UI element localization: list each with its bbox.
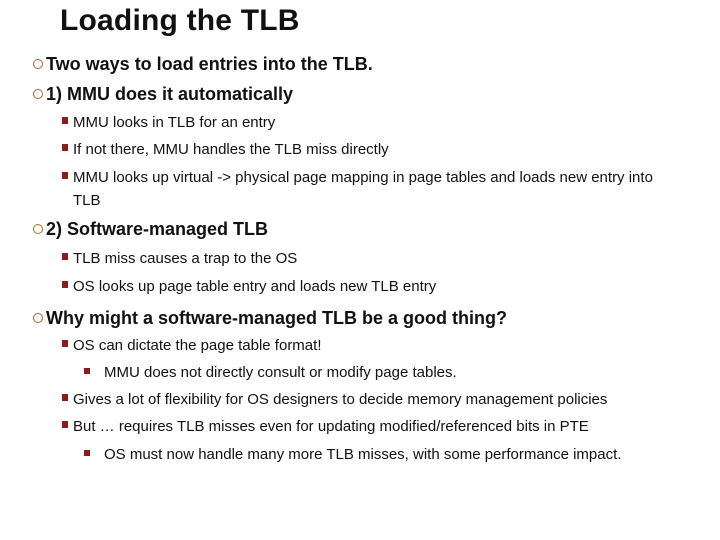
bullet-text: OS looks up page table entry and loads new TLB entry (73, 278, 437, 295)
bullet-text: Two ways to load entries into the TLB. (46, 54, 373, 74)
square-bullet-icon (62, 394, 68, 401)
bullet-level2 (62, 114, 275, 131)
square-bullet-icon (62, 117, 68, 124)
circle-bullet-icon (33, 313, 43, 323)
bullet-text: MMU looks up virtual -> physical page mapping in page tables and loads new entry into TLB (73, 169, 653, 209)
bullet-text: MMU does not directly consult or modify page tables. (104, 364, 457, 381)
bullet-level2 (62, 250, 297, 267)
square-bullet-icon (62, 281, 68, 288)
circle-bullet-icon (33, 89, 43, 99)
bullet-text: Why might a software-managed TLB be a good thing? (46, 308, 508, 328)
bullet-level2 (62, 418, 589, 435)
bullet-level2 (62, 278, 436, 295)
square-bullet-icon (84, 450, 90, 456)
square-bullet-icon (62, 340, 68, 347)
slide-title: Loading the TLB (60, 4, 300, 37)
bullet-text: OS must now handle many more TLB misses, with some performance impact. (104, 446, 622, 463)
bullet-text: 1) MMU does it automatically (46, 84, 294, 104)
circle-bullet-icon (33, 59, 43, 69)
bullet-level1 (33, 54, 373, 75)
square-bullet-icon (84, 368, 90, 374)
bullet-level2 (62, 141, 389, 158)
bullet-level1 (33, 308, 507, 329)
bullet-level3 (84, 446, 621, 463)
square-bullet-icon (62, 421, 68, 428)
bullet-text: Gives a lot of flexibility for OS designers to decide memory management policies (73, 391, 608, 408)
bullet-text: But … requires TLB misses even for updating modified/referenced bits in PTE (73, 418, 589, 435)
bullet-text: TLB miss causes a trap to the OS (73, 250, 298, 267)
circle-bullet-icon (33, 224, 43, 234)
square-bullet-icon (62, 144, 68, 151)
bullet-level2 (62, 337, 321, 354)
bullet-text: If not there, MMU handles the TLB miss directly (73, 141, 389, 158)
square-bullet-icon (62, 253, 68, 260)
bullet-text: MMU looks in TLB for an entry (73, 114, 276, 131)
square-bullet-icon (62, 172, 68, 179)
bullet-level3 (84, 364, 457, 381)
bullet-level1 (33, 219, 268, 240)
bullet-text: OS can dictate the page table format! (73, 337, 322, 354)
bullet-text: 2) Software-managed TLB (46, 219, 269, 239)
bullet-level2 (62, 166, 673, 212)
bullet-level1 (33, 84, 293, 105)
bullet-level2 (62, 391, 607, 408)
